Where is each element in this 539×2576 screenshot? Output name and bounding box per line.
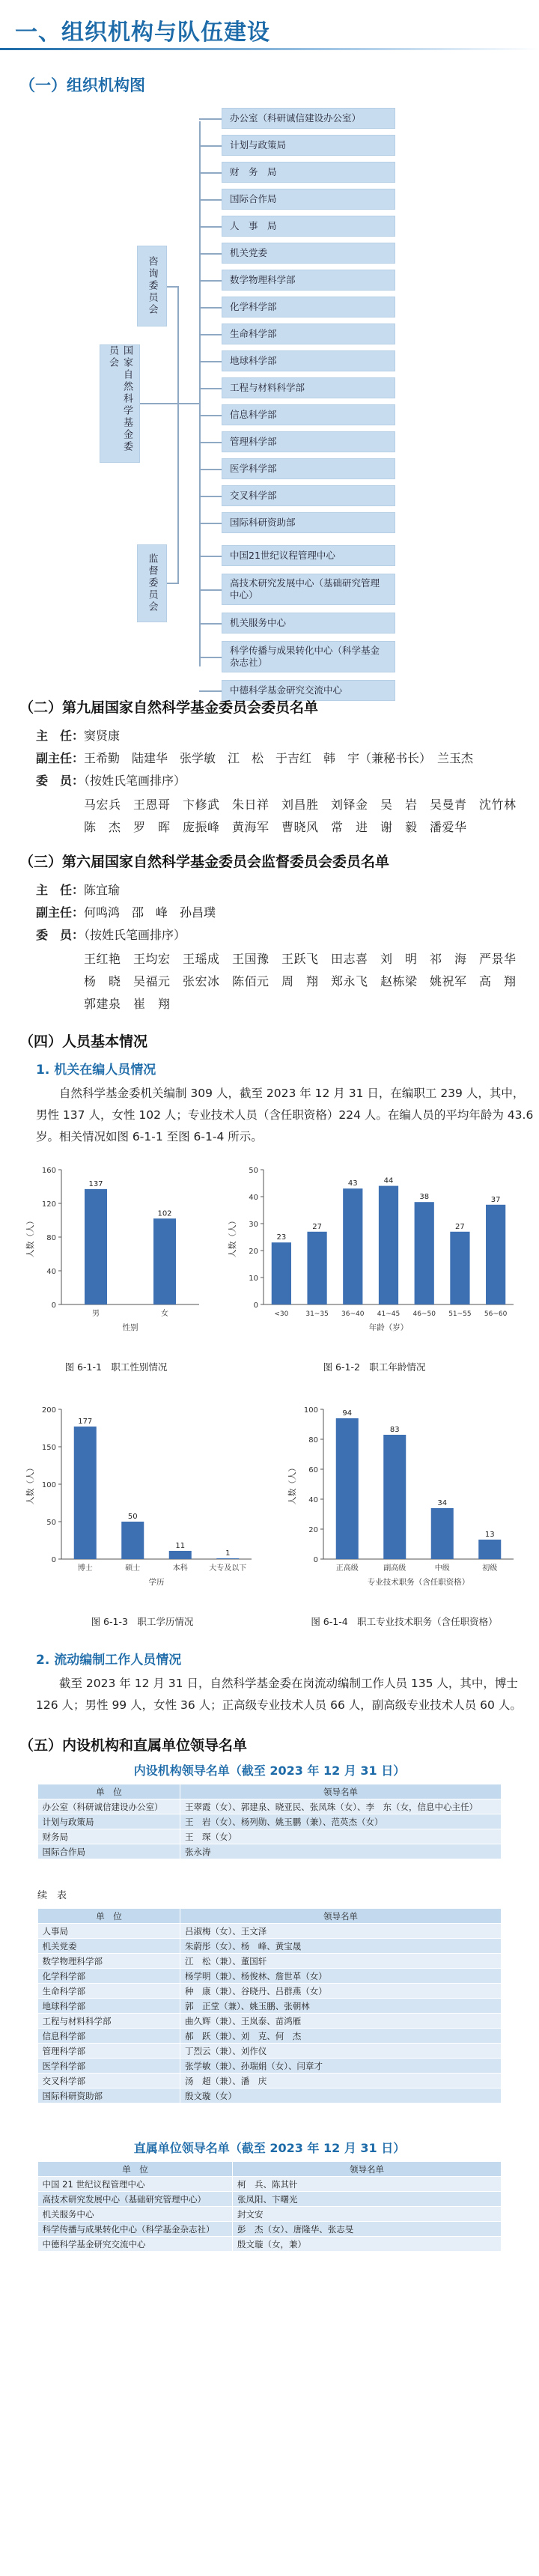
x-axis-label: 年龄（岁） (368, 1323, 409, 1332)
table-1-title: 内设机构领导名单（截至 2023 年 12 月 31 日） (133, 1764, 406, 1778)
vice-names: 何鸣鸿 邵 峰 孙昌璞 (84, 905, 216, 920)
table-row (38, 2207, 502, 2222)
y-tick-label: 150 (41, 1444, 56, 1452)
x-axis-label: 专业技术职务（含任职资格） (367, 1578, 470, 1587)
leaders-cell: 吕淑梅（女）、王文泽 (180, 1924, 502, 1939)
leaders-cell: 殷文璇（女） (180, 2089, 502, 2103)
unit-cell: 科学传播与成果转化中心（科学基金杂志社） (38, 2222, 233, 2237)
x-tick-label: 46~50 (412, 1310, 436, 1318)
unit-cell: 国际科研资助部 (38, 2089, 180, 2103)
table-row (38, 1799, 502, 1814)
table-row (38, 2044, 502, 2059)
y-tick-label: 40 (249, 1194, 258, 1202)
unit-cell: 中德科学基金研究交流中心 (38, 2237, 233, 2252)
leaders-cell: 柯 兵、陈其针 (233, 2177, 502, 2192)
y-axis-label: 人数（人） (287, 1463, 297, 1505)
y-axis-label: 人数（人） (228, 1216, 237, 1258)
y-tick-label: 50 (249, 1167, 258, 1175)
org-connector (199, 172, 222, 174)
org-connector (167, 583, 179, 584)
bar-value-label: 27 (312, 1222, 322, 1231)
org-connector (199, 199, 222, 201)
table-row (38, 2014, 502, 2029)
supervise-members-line: 郭建泉 崔 翔 (84, 997, 171, 1011)
continued-label: 续 表 (37, 1890, 67, 1901)
charts-area (0, 1153, 539, 1632)
col-header: 单 位 (38, 1909, 180, 1924)
org-connector (199, 118, 222, 120)
col-header: 单 位 (38, 1784, 180, 1799)
leaders-cell: 江 松（兼）、董国轩 (180, 1954, 502, 1969)
y-tick-label: 60 (308, 1466, 318, 1474)
main-title: 一、组织机构与队伍建设 (15, 19, 270, 46)
bar-value-label: 83 (389, 1426, 400, 1434)
unit-cell: 生命科学部 (38, 1984, 180, 1999)
org-connector (199, 442, 222, 443)
bar (216, 1558, 239, 1559)
table-row (38, 1954, 502, 1969)
org-unit-box: 人 事 局 (222, 216, 395, 237)
org-connector (199, 121, 201, 666)
y-tick-label: 120 (41, 1200, 56, 1209)
org-consult-box: 咨询委员会 (137, 246, 167, 326)
y-tick-label: 30 (249, 1221, 258, 1229)
org-unit-box: 国际合作局 (222, 189, 395, 210)
table-row (38, 2237, 502, 2252)
bar (431, 1508, 454, 1559)
chair-label: 主 任： (36, 729, 85, 743)
x-tick-label: 博士 (77, 1564, 93, 1573)
bar-value-label: 27 (455, 1222, 465, 1231)
leaders-cell: 汤 超（兼）、潘 庆 (180, 2074, 502, 2089)
bar (415, 1202, 434, 1304)
unit-cell: 交叉科学部 (38, 2074, 180, 2089)
supervise-chair-row (36, 879, 120, 902)
unit-cell: 中国 21 世纪议程管理中心 (38, 2177, 233, 2192)
chair-name: 窦贤康 (84, 729, 121, 743)
bar (121, 1522, 144, 1559)
table-internal-leaders-cont (37, 1908, 502, 2103)
leaders-cell: 殷文璇（女，兼） (233, 2237, 502, 2252)
bar (153, 1218, 176, 1304)
org-connector (199, 469, 222, 470)
supervise-members-line: 王红艳 王均宏 王瑶成 王国豫 王跃飞 田志喜 刘 明 祁 海 严景华 (84, 952, 517, 966)
org-subunit-box: 机关服务中心 (222, 613, 395, 634)
org-connector (199, 253, 222, 255)
org-unit-box: 地球科学部 (222, 350, 395, 371)
council-member-row (36, 770, 186, 792)
para-2-line: 截至 2023 年 12 月 31 日，自然科学基金委在岗流动编制工作人员 135 人，其中，博士 (36, 1677, 518, 1690)
x-tick-label: 56~60 (484, 1310, 508, 1318)
bar (85, 1189, 107, 1304)
y-axis-label: 人数（人） (25, 1216, 35, 1258)
org-unit-box: 办公室（科研诚信建设办公室） (222, 108, 395, 129)
unit-cell: 机关党委 (38, 1939, 180, 1954)
org-connector (199, 307, 222, 309)
org-connector (199, 388, 222, 389)
org-connector (177, 403, 200, 404)
x-tick-label: 副高级 (383, 1564, 406, 1573)
y-tick-label: 50 (46, 1519, 56, 1527)
x-tick-label: 女 (161, 1310, 168, 1318)
y-tick-label: 20 (308, 1526, 318, 1534)
org-unit-box: 生命科学部 (222, 323, 395, 344)
leaders-cell: 张凤阳、卞曙光 (233, 2192, 502, 2207)
bar (307, 1232, 326, 1304)
title-rule (0, 48, 539, 50)
leaders-cell: 曲久辉（兼）、王岚泰、苗鸿雁 (180, 2014, 502, 2029)
org-connector (199, 690, 222, 692)
council-vice-row (36, 747, 473, 770)
x-tick-label: 硕士 (125, 1564, 141, 1573)
org-connector (177, 286, 179, 584)
unit-cell: 信息科学部 (38, 2029, 180, 2044)
x-tick-label: 大专及以下 (209, 1564, 247, 1573)
bar-value-label: 34 (437, 1499, 448, 1507)
org-connector (199, 657, 222, 658)
table-row (38, 1829, 502, 1844)
bar (486, 1205, 505, 1304)
member-label: 委 员： (36, 774, 85, 788)
y-axis-label: 人数（人） (25, 1463, 35, 1505)
x-axis-label: 学历 (148, 1578, 165, 1587)
org-root-box: 国家自然科学基金委员会 (100, 344, 140, 463)
x-tick-label: 36~40 (341, 1310, 365, 1318)
table-row (38, 2074, 502, 2089)
vice-label: 副主任： (36, 905, 85, 920)
bar-value-label: 94 (342, 1409, 353, 1418)
bar-value-label: 102 (157, 1209, 172, 1218)
y-tick-label: 80 (308, 1436, 318, 1445)
org-connector (199, 496, 222, 497)
leaders-cell: 郝 跃（兼）、刘 克、何 杰 (180, 2029, 502, 2044)
bar (74, 1427, 97, 1559)
unit-cell: 数学物理科学部 (38, 1954, 180, 1969)
y-tick-label: 20 (249, 1248, 258, 1256)
vice-label: 副主任： (36, 751, 85, 765)
org-connector (199, 623, 222, 625)
table-row (38, 2059, 502, 2074)
org-connector (199, 523, 222, 524)
org-connector (199, 145, 222, 147)
bar-value-label: 50 (127, 1513, 138, 1521)
unit-cell: 工程与材料科学部 (38, 2014, 180, 2029)
member-note: （按姓氏笔画排序） (84, 928, 186, 942)
x-axis-label: 性别 (122, 1323, 138, 1332)
table-row (38, 1999, 502, 2014)
y-tick-label: 0 (313, 1556, 318, 1564)
supervise-vice-row (36, 902, 216, 924)
org-unit-box: 交叉科学部 (222, 485, 395, 506)
table-row (38, 1969, 502, 1984)
bar-value-label: 23 (276, 1233, 287, 1242)
x-tick-label: 正高级 (335, 1564, 359, 1573)
org-unit-box: 医学科学部 (222, 458, 395, 479)
table-row (38, 1844, 502, 1859)
x-tick-label: 51~55 (448, 1310, 472, 1318)
org-unit-box: 工程与材料科学部 (222, 377, 395, 398)
unit-cell: 人事局 (38, 1924, 180, 1939)
table-3-title: 直属单位领导名单（截至 2023 年 12 月 31 日） (133, 2141, 406, 2155)
unit-cell: 财务局 (38, 1829, 180, 1844)
leaders-cell: 封文安 (233, 2207, 502, 2222)
org-unit-box: 国际科研资助部 (222, 512, 395, 533)
y-tick-label: 80 (46, 1234, 56, 1242)
x-tick-label: 中级 (434, 1564, 450, 1573)
org-subunit-box: 中德科学基金研究交流中心 (222, 680, 395, 701)
org-subunit-box: 科学传播与成果转化中心（科学基金杂志社） (222, 641, 395, 672)
org-connector (199, 334, 222, 335)
bar-value-label: 11 (175, 1542, 186, 1550)
y-tick-label: 160 (41, 1167, 56, 1175)
sub-1-title: 1. 机关在编人员情况 (36, 1063, 156, 1078)
section-1-title: （一）组织机构图 (19, 76, 145, 94)
x-tick-label: 本科 (172, 1564, 188, 1573)
unit-cell: 国际合作局 (38, 1844, 180, 1859)
chart-caption: 图 6-1-2 职工年龄情况 (323, 1361, 426, 1373)
chart-caption: 图 6-1-4 职工专业技术职务（含任职资格） (311, 1616, 498, 1627)
org-connector (199, 361, 222, 362)
para-1-line: 岁。相关情况如图 6-1-1 至图 6-1-4 所示。 (36, 1130, 263, 1143)
para-1-line: 男性 137 人，女性 102 人；专业技术人员（含任职资格）224 人。在编人员的平均年龄为 43.6 (36, 1108, 534, 1122)
y-tick-label: 0 (51, 1556, 56, 1564)
para-1-line: 自然科学基金委机关编制 309 人，截至 2023 年 12 月 31 日，在编职工 239 人，其中， (36, 1087, 525, 1100)
org-unit-box: 机关党委 (222, 243, 395, 264)
org-connector (199, 226, 222, 228)
y-tick-label: 100 (303, 1406, 318, 1415)
bar-value-label: 43 (347, 1179, 358, 1188)
unit-cell: 医学科学部 (38, 2059, 180, 2074)
chart-caption: 图 6-1-3 职工学历情况 (91, 1616, 194, 1627)
unit-cell: 办公室（科研诚信建设办公室） (38, 1799, 180, 1814)
table-affiliated-leaders (37, 2161, 502, 2252)
bar (343, 1188, 362, 1304)
chair-label: 主 任： (36, 883, 85, 897)
bar-value-label: 1 (225, 1549, 231, 1558)
supervise-members-line: 杨 晓 吴福元 张宏冰 陈佰元 周 翔 郑永飞 赵栋梁 姚祝军 高 翔 (84, 974, 517, 988)
bar (450, 1232, 469, 1304)
table-row (38, 2222, 502, 2237)
unit-cell: 化学科学部 (38, 1969, 180, 1984)
leaders-cell: 朱蔚彤（女）、杨 峰、黄宝晟 (180, 1939, 502, 1954)
col-header: 领导名单 (180, 1909, 502, 1924)
org-supervise-box: 监督委员会 (137, 544, 167, 622)
leaders-cell: 彭 杰（女）、唐隆华、张志旻 (233, 2222, 502, 2237)
para-2-line: 126 人；男性 99 人，女性 36 人；正高级专业技术人员 66 人，副高级专业技术人员 60 人。 (36, 1698, 522, 1712)
x-tick-label: 31~35 (305, 1310, 329, 1318)
leaders-cell: 种 康（兼）、谷晓丹、吕群燕（女） (180, 1984, 502, 1999)
section-2-title: （二）第九届国家自然科学基金委员会委员名单 (19, 699, 319, 716)
bar-value-label: 44 (383, 1176, 394, 1185)
unit-cell: 管理科学部 (38, 2044, 180, 2059)
col-header: 领导名单 (233, 2162, 502, 2177)
table-row (38, 2089, 502, 2103)
table-row (38, 1814, 502, 1829)
table-row (38, 2177, 502, 2192)
bar-value-label: 38 (419, 1193, 430, 1202)
x-tick-label: 男 (92, 1310, 100, 1318)
council-members-line: 马宏兵 王恩哥 卞修武 朱日祥 刘昌胜 刘铎金 吴 岩 吴曼青 沈竹林 (84, 798, 517, 812)
bar-value-label: 13 (484, 1531, 495, 1539)
col-header: 单 位 (38, 2162, 233, 2177)
leaders-cell: 郭 正堂（兼）、姚玉鹏、张朝林 (180, 1999, 502, 2014)
org-unit-box: 化学科学部 (222, 297, 395, 318)
council-members-line: 陈 杰 罗 晖 庞振峰 黄海军 曹晓风 常 进 谢 毅 潘爱华 (84, 820, 467, 834)
unit-cell: 高技术研究发展中心（基础研究管理中心） (38, 2192, 233, 2207)
org-unit-box: 数学物理科学部 (222, 270, 395, 291)
section-3-title: （三）第六届国家自然科学基金委员会监督委员会委员名单 (19, 854, 390, 870)
unit-cell: 机关服务中心 (38, 2207, 233, 2222)
chair-name: 陈宜瑜 (84, 883, 121, 897)
bar (169, 1551, 192, 1559)
leaders-cell: 王 岩（女）、杨列勋、姚玉鹏（兼）、范英杰（女） (180, 1814, 502, 1829)
bar (383, 1435, 406, 1559)
bar (336, 1418, 359, 1559)
x-tick-label: 41~45 (377, 1310, 401, 1318)
org-connector (199, 589, 222, 591)
org-connector (199, 556, 222, 557)
org-unit-box: 信息科学部 (222, 404, 395, 425)
leaders-cell: 丁烈云（兼）、刘作仪 (180, 2044, 502, 2059)
bar-value-label: 37 (490, 1195, 501, 1204)
y-tick-label: 0 (253, 1301, 258, 1310)
bar-value-label: 137 (88, 1179, 103, 1188)
chart-caption: 图 6-1-1 职工性别情况 (64, 1361, 168, 1373)
org-unit-box: 计划与政策局 (222, 135, 395, 156)
y-tick-label: 40 (308, 1496, 318, 1504)
org-connector (199, 280, 222, 282)
leaders-cell: 张永涛 (180, 1844, 502, 1859)
y-tick-label: 0 (51, 1301, 56, 1310)
table-row (38, 1924, 502, 1939)
member-label: 委 员： (36, 928, 85, 942)
table-row (38, 1984, 502, 1999)
unit-cell: 计划与政策局 (38, 1814, 180, 1829)
section-5-title: （五）内设机构和直属单位领导名单 (19, 1737, 248, 1754)
x-tick-label: <30 (274, 1310, 289, 1318)
y-tick-label: 100 (41, 1481, 56, 1489)
org-connector (167, 286, 179, 288)
org-subunit-box: 中国21世纪议程管理中心 (222, 545, 395, 566)
col-header: 领导名单 (180, 1784, 502, 1799)
leaders-cell: 张学敏（兼）、孙瑞娟（女）、闫章才 (180, 2059, 502, 2074)
leaders-cell: 王 琛（女） (180, 1829, 502, 1844)
y-tick-label: 200 (41, 1406, 56, 1415)
bar (272, 1242, 291, 1304)
org-chart (0, 105, 539, 696)
x-tick-label: 初级 (482, 1564, 498, 1573)
table-row (38, 2029, 502, 2044)
council-chair-row (36, 725, 120, 747)
table-row (38, 1939, 502, 1954)
org-unit-box: 管理科学部 (222, 431, 395, 452)
member-note: （按姓氏笔画排序） (84, 774, 186, 788)
leaders-cell: 杨学明（兼）、杨俊林、詹世革（女） (180, 1969, 502, 1984)
table-row (38, 2192, 502, 2207)
section-4-title: （四）人员基本情况 (19, 1033, 148, 1050)
bar (478, 1540, 501, 1559)
sub-2-title: 2. 流动编制工作人员情况 (36, 1653, 182, 1668)
y-tick-label: 40 (46, 1268, 56, 1276)
vice-names: 王希勤 陆建华 张学敏 江 松 于吉红 韩 宇（兼秘书长） 兰玉杰 (84, 751, 474, 765)
unit-cell: 地球科学部 (38, 1999, 180, 2014)
table-internal-leaders (37, 1784, 502, 1859)
supervise-member-row (36, 924, 186, 947)
org-connector (199, 415, 222, 416)
y-tick-label: 10 (249, 1275, 258, 1283)
bar-value-label: 177 (78, 1418, 93, 1426)
org-unit-box: 财 务 局 (222, 162, 395, 183)
leaders-cell: 王翠霞（女）、郭建泉、晓亚民、张凤珠（女）、李 东（女，信息中心主任） (180, 1799, 502, 1814)
org-connector (140, 403, 177, 404)
bar (379, 1186, 398, 1304)
org-subunit-box: 高技术研究发展中心（基础研究管理中心） (222, 574, 395, 605)
